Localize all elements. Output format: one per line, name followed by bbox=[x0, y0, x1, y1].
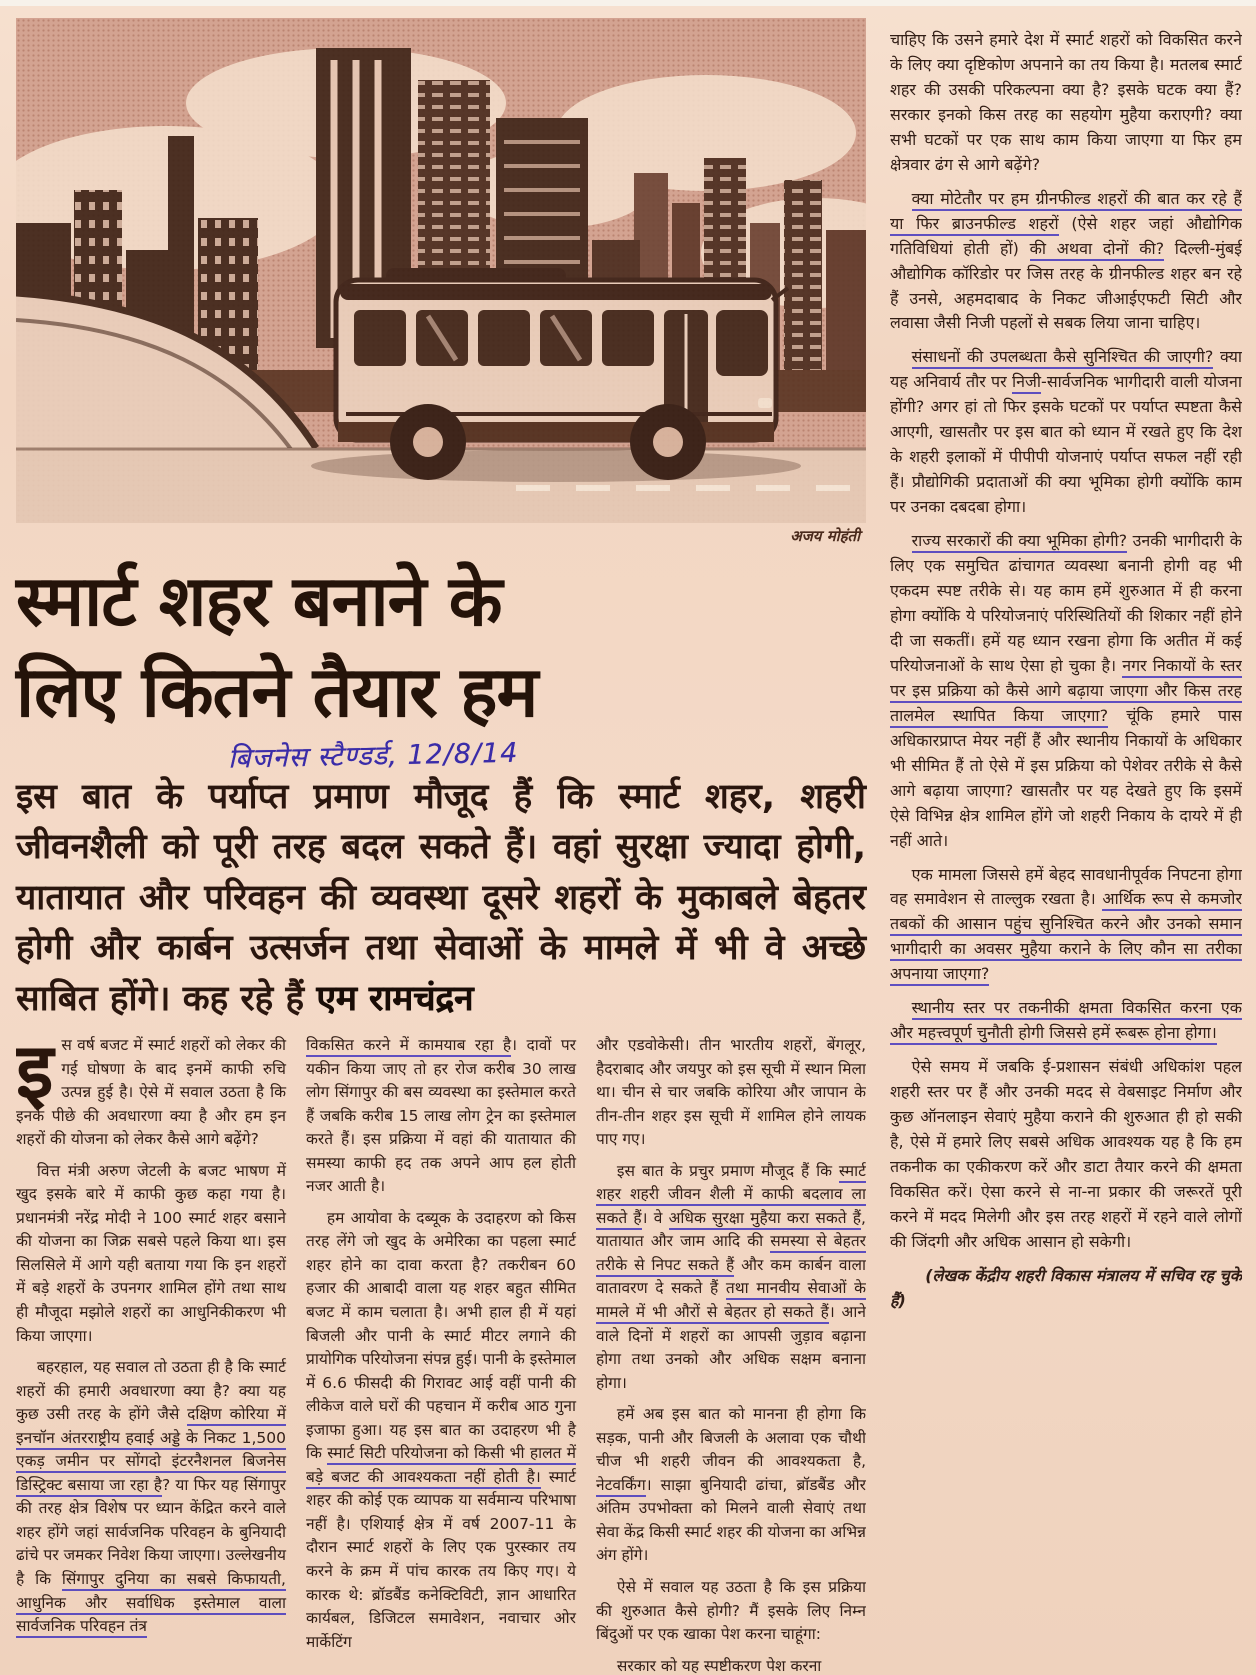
text-segment: एम रामचंद्रन bbox=[316, 978, 474, 1019]
headline-line-2: लिए कितने तैयार हम bbox=[16, 651, 538, 733]
text-segment: , यातायात और जाम आदि की bbox=[596, 1208, 866, 1251]
paragraph bbox=[596, 1655, 866, 1675]
photo-credit: अजय मोहंती bbox=[790, 527, 860, 545]
page-layout bbox=[16, 18, 1242, 1675]
paragraph bbox=[596, 1034, 866, 1152]
pen-underline: राज्य सरकारों की क्या भूमिका होगी? bbox=[912, 531, 1128, 553]
text-segment: । वे bbox=[641, 1208, 669, 1227]
headline bbox=[16, 556, 866, 738]
pen-underline: विकसित करने में कामयाब रहा है bbox=[306, 1036, 511, 1057]
pen-underline: नगर निकायों के स्तर पर इस प्रक्रिया को कैसे आगे बढ़ाया जाएगा और किस तरह तालमेल स्थापित किया जाएगा? bbox=[890, 656, 1242, 728]
pen-underline: अधिक सुरक्षा मुहैया करा सकते हैं bbox=[669, 1209, 861, 1230]
drop-cap: इ bbox=[16, 1033, 54, 1115]
paragraph bbox=[890, 345, 1242, 520]
text-segment: इस बात के प्रचुर प्रमाण मौजूद हैं कि bbox=[616, 1161, 839, 1180]
text-segment: वित्त मंत्री अरुण जेटली के बजट भाषण में खुद इसके बारे में काफी कुछ कहा गया है। प्रधानमंत्री नरेंद्र मोदी ने 100 स्मार्ट शहर बसाने की योजना का जिक्र सबसे पहले किया था। इस सिलसिले में आगे यही बताया गया कि इन शहरों में बड़े शहरों के उपनगर शामिल होंगे तथा साथ ही मौजूदा मझोले शहरों का आधुनिकीकरण भी किया जाएगा। bbox=[16, 1161, 286, 1345]
article-columns bbox=[16, 1034, 866, 1675]
text-segment: ? या फिर यह सिंगापुर की तरह क्षेत्र विशेष पर ध्यान केंद्रित करने वाले शहर होंगे जहां सार्वजनिक परिवहन के बुनियादी ढांचे पर जमकर निवेश किया जाएगा। उल्लेखनीय है कि bbox=[16, 1475, 286, 1588]
pen-underline: स्मार्ट सिटी परियोजना को किसी भी हालत में बड़े बजट की आवश्यकता नहीं होती है। bbox=[306, 1444, 576, 1489]
pen-underline: संसाधनों की उपलब्धता कैसे सुनिश्चित की जाएगी? bbox=[912, 347, 1214, 369]
handwritten-annotation: बिजनेस स्टैण्डर्ड, 12/8/14 bbox=[227, 737, 519, 775]
pen-underline: की अथवा दोनों की? bbox=[1030, 239, 1165, 261]
paragraph bbox=[596, 1160, 866, 1395]
text-segment: बहरहाल, यह सवाल तो उठता ही है कि स्मार्ट शहरों की हमारी अवधारणा क्या है? क्या यह कुछ उसी तरह के होंगे जैसे bbox=[16, 1358, 286, 1424]
paragraph bbox=[596, 1403, 866, 1568]
text-segment: स्मार्ट शहर की कोई एक व्यापक या सर्वमान्य परिभाषा नहीं है। एशियाई क्षेत्र में वर्ष 2007-11 के दौरान स्मार्ट शहरों के लिए एक पुरस्कार तय करने के क्रम में पांच कारक तय किए गए। ये कारक थे: ब्रॉडबैंड कनेक्टिविटी, ज्ञान आधारित कार्यबल, डिजिटल समावेशन, नवाचार ओर मार्केटिंग bbox=[306, 1467, 576, 1651]
text-segment: उनकी भागीदारी के लिए एक समुचित ढांचागत व्यवस्था बनानी होगी वह भी एकदम स्पष्ट तरीके से। यह काम हमें शुरुआत में ही करना होगा क्योंकि ये परियोजनाएं परिस्थितियों की शिकार नहीं होने दी जा सकतीं। हमें यह ध्यान रखना होगा कि अतीत में कई परियोजनाओं के साथ ऐसा हो चुका है। bbox=[890, 531, 1242, 675]
pen-underline: सिंगापुर दुनिया का सबसे किफायती, आधुनिक और सर्वाधिक इस्तेमाल वाला सार्वजनिक परिवहन तंत्र bbox=[16, 1570, 286, 1638]
paragraph bbox=[890, 996, 1242, 1046]
text-segment: क्या यह अनिवार्य तौर पर bbox=[890, 347, 1242, 392]
text-segment: -सार्वजनिक भागीदारी वाली योजना होंगी? अगर हां तो फिर इसके घटकों पर पर्याप्त स्पष्टता कैसे आएगी, खासतौर पर इस बात को ध्यान में रखते हुए कि देश के शहरी इलाकों में पीपीपी योजनाएं पर्याप्त सफल नहीं रही हैं। प्रौद्योगिकी प्रदाताओं की क्या भूमिका होगी क्योंकि काम पर उनका दबदबा होगा। bbox=[890, 372, 1242, 517]
paragraph bbox=[890, 187, 1242, 337]
text-segment: (लेखक केंद्रीय शहरी विकास मंत्रालय में सचिव रह चुके हैं) bbox=[890, 1265, 1242, 1310]
pen-underline: स्थानीय स्तर पर तकनीकी क्षमता विकसित करना एक और महत्त्वपूर्ण चुनौती होगी जिससे हमें रूबरू होना होगा। bbox=[890, 998, 1242, 1045]
paragraph bbox=[890, 1264, 1242, 1314]
text-segment: हमें अब इस बात को मानना ही होगा कि सड़क, पानी और बिजली के अलावा एक चौथी चीज भी शहरी जीवन की आवश्यकता है, bbox=[596, 1405, 866, 1471]
text-segment: और एडवोकेसी। तीन भारतीय शहरों, बेंगलूर, हैदराबाद और जयपुर को इस सूची में स्थान मिला था। चीन से चार जबकि कोरिया और जापान के तीन-तीन शहर इस सूची में शामिल होने लायक पाए गए। bbox=[596, 1035, 866, 1149]
pen-underline: निजी bbox=[1012, 372, 1041, 394]
text-segment: । दावों पर यकीन किया जाए तो हर रोज करीब 30 लाख लोग सिंगापुर की बस व्यवस्था का इस्तेमाल करते हैं जबकि करीब 15 लाख लोग ट्रेन का इस्तेमाल करते हैं। इस प्रक्रिया में वहां की यातायात की समस्या काफी हद तक अपने आप हल होती नजर आती है। bbox=[306, 1035, 576, 1196]
paragraph bbox=[890, 529, 1242, 853]
pen-underline: दक्षिण कोरिया में इनचॉन अंतरराष्ट्रीय हवाई अड्डे के निकट 1,500 एकड़ जमीन पर सोंगदो इंटरनैशनल बिजनेस डिस्ट्रिक्ट बसाया जा रहा है bbox=[16, 1405, 286, 1497]
text-segment: । साझा बुनियादी ढांचा, ब्रॉडबैंड और अंतिम उपभोक्ता को मिलने वाली सेवाएं तथा सेवा केंद्र किसी स्मार्ट शहर की योजना का अभिन्न अंग होंगे। bbox=[596, 1475, 866, 1565]
text-segment: और कम कार्बन वाला वातावरण दे सकते हैं bbox=[596, 1255, 866, 1298]
text-segment: एक मामला जिससे हमें बेहद सावधानीपूर्वक निपटना होगा वह समावेशन से ताल्लुक रखता है। bbox=[890, 864, 1242, 909]
halftone-overlay bbox=[16, 18, 866, 523]
text-segment: स वर्ष बजट में स्मार्ट शहरों को लेकर की गई घोषणा के बाद इनमें काफी रुचि उत्पन्न हुई है। ऐसे में सवाल उठता है कि इनके पीछे की अवधारणा क्या है और हम इन शहरों की योजना को लेकर कैसे आगे बढ़ेंगे? bbox=[16, 1035, 286, 1149]
pen-underline: आर्थिक रूप से कमजोर तबकों की आसान पहुंच सुनिश्चित करने और उनको समान भागीदारी का अवसर मुहैया कराने के लिए कौन सा तरीका अपनाया जाएगा? bbox=[890, 889, 1242, 986]
headline-line-1: स्मार्ट शहर बनाने के bbox=[16, 560, 502, 642]
standfirst bbox=[16, 772, 866, 1024]
paragraph bbox=[306, 1034, 576, 1199]
text-segment: ऐसे समय में जबकि ई-प्रशासन संबंधी अधिकांश पहल शहरी स्तर पर हैं और उनकी मदद से वेबसाइट निर्माण और कुछ ऑनलाइन सेवाएं मुहैया कराने की शुरुआत ही हो सकी है, ऐसे में हमारे लिए सबसे अधिक आवश्यक यह है कि हम तकनीक का एकीकरण करें और डाटा तैयार करने की क्षमता विकसित करें। ऐसा करने से ना-ना प्रकार की जरूरतें पूरी करने में मदद मिलेगी और इस तरह शहरों में रहने वाले लोगों की जिंदगी और अधिक आसान हो सकेगी। bbox=[890, 1057, 1242, 1251]
bus-city-illustration bbox=[16, 18, 866, 523]
column-2 bbox=[306, 1034, 576, 1675]
paragraph bbox=[16, 1356, 286, 1639]
paragraph bbox=[890, 28, 1242, 178]
text-segment: सरकार को यह स्पष्टीकरण पेश करना bbox=[616, 1656, 822, 1675]
illustration-svg bbox=[16, 18, 866, 523]
text-segment: चूंकि हमारे पास अधिकारप्राप्त मेयर नहीं हैं और स्थानीय निकायों के अधिकार भी सीमित हैं तो ऐसे में इस प्रक्रिया को पेशेवर तरीके से कैसे आगे बढ़ाया जाएगा? खासतौर पर यह देखते हुए कि इसमें ऐसे विभिन्न क्षेत्र शामिल होंगे जो शहरी निकाय के दायरे में ही नहीं आते। bbox=[890, 705, 1242, 850]
paragraph bbox=[306, 1207, 576, 1654]
paragraph bbox=[890, 1055, 1242, 1255]
text-segment: हम आयोवा के दब्यूक के उदाहरण को किस तरह लेंगे जो खुद के अमेरिका का पहला स्मार्ट शहर होने का दावा करता है? तकरीबन 60 हजार की आबादी वाला यह शहर बहुत सीमित बजट में काम चलाता है। अभी हाल ही में यहां बिजली और पानी के स्मार्ट मीटर लगाने की प्रायोगिक परियोजना संपन्न हुई। पानी के इस्तेमाल में 6.6 फीसदी की गिरावट आई वहीं पानी की लीकेज वाले घरों की पहचान में करीब आठ गुना इजाफा हुआ। यह इस बात का उदाहरण भी है कि bbox=[306, 1208, 576, 1463]
paragraph bbox=[890, 863, 1242, 988]
pen-underline: तथा मानवीय सेवाओं के मामले में भी औरों से बेहतर हो सकते हैं bbox=[596, 1279, 866, 1324]
pen-underline: समस्या से बेहतर तरीके से निपट सकते हैं bbox=[596, 1232, 866, 1277]
paragraph bbox=[16, 1034, 286, 1152]
text-segment: चाहिए कि उसने हमारे देश में स्मार्ट शहरों को विकसित करने के लिए क्या दृष्टिकोण अपनाने का तय किया है। मतलब स्मार्ट शहर की उसकी परिकल्पना क्या है? इसके घटक क्या हैं? सरकार इनको किस तरह का सहयोग मुहैया कराएगी? क्या सभी घटकों पर एक साथ काम किया जाएगा या फिर हम क्षेत्रवार ढंग से आगे बढ़ेंगे? bbox=[890, 30, 1242, 174]
text-segment: दिल्ली-मुंबई औद्योगिक कॉरिडोर पर जिस तरह के ग्रीनफील्ड शहर बन रहे हैं उनसे, अहमदाबाद के निकट जीआईएफटी सिटी और लवासा जैसी निजी पहलों से सबक लिया जाना चाहिए। bbox=[890, 238, 1242, 333]
paragraph bbox=[596, 1576, 866, 1647]
article-main bbox=[16, 18, 866, 1675]
pen-underline: स्मार्ट शहर शहरी जीवन शैली में काफी बदलाव ला सकते हैं bbox=[596, 1162, 866, 1230]
paragraph bbox=[16, 1160, 286, 1348]
pen-underline: नेटवर्किंग bbox=[596, 1476, 646, 1497]
column-4 bbox=[890, 18, 1242, 1675]
text-segment: (ऐसे शहर जहां औद्योगिक गतिविधियां होती हों) bbox=[890, 213, 1242, 258]
column-1 bbox=[16, 1034, 286, 1675]
text-segment: । आने वाले दिनों में शहरों का आपसी जुड़ाव बढ़ाना होगा तथा उनको और अधिक सक्षम बनाना होगा। bbox=[596, 1302, 866, 1392]
text-segment: इस बात के पर्याप्त प्रमाण मौजूद हैं कि स्मार्ट शहर, शहरी जीवनशैली को पूरी तरह बदल सकते हैं। वहां सुरक्षा ज्यादा होगी, यातायात और परिवहन की व्यवस्था दूसरे शहरों के मुकाबले बेहतर होगी और कार्बन उत्सर्जन तथा सेवाओं के मामले में भी वे अच्छे साबित होंगे। कह रहे हैं bbox=[16, 777, 866, 1019]
pen-underline: क्या मोटेतौर पर हम ग्रीनफील्ड शहरों की बात कर रहे हैं या फिर ब्राउनफील्ड शहरों bbox=[890, 189, 1242, 236]
column-3 bbox=[596, 1034, 866, 1675]
text-segment: ऐसे में सवाल यह उठता है कि इस प्रक्रिया की शुरुआत कैसे होगी? मैं इसके लिए निम्न बिंदुओं पर एक खाका पेश करना चाहूंगा: bbox=[596, 1577, 866, 1644]
